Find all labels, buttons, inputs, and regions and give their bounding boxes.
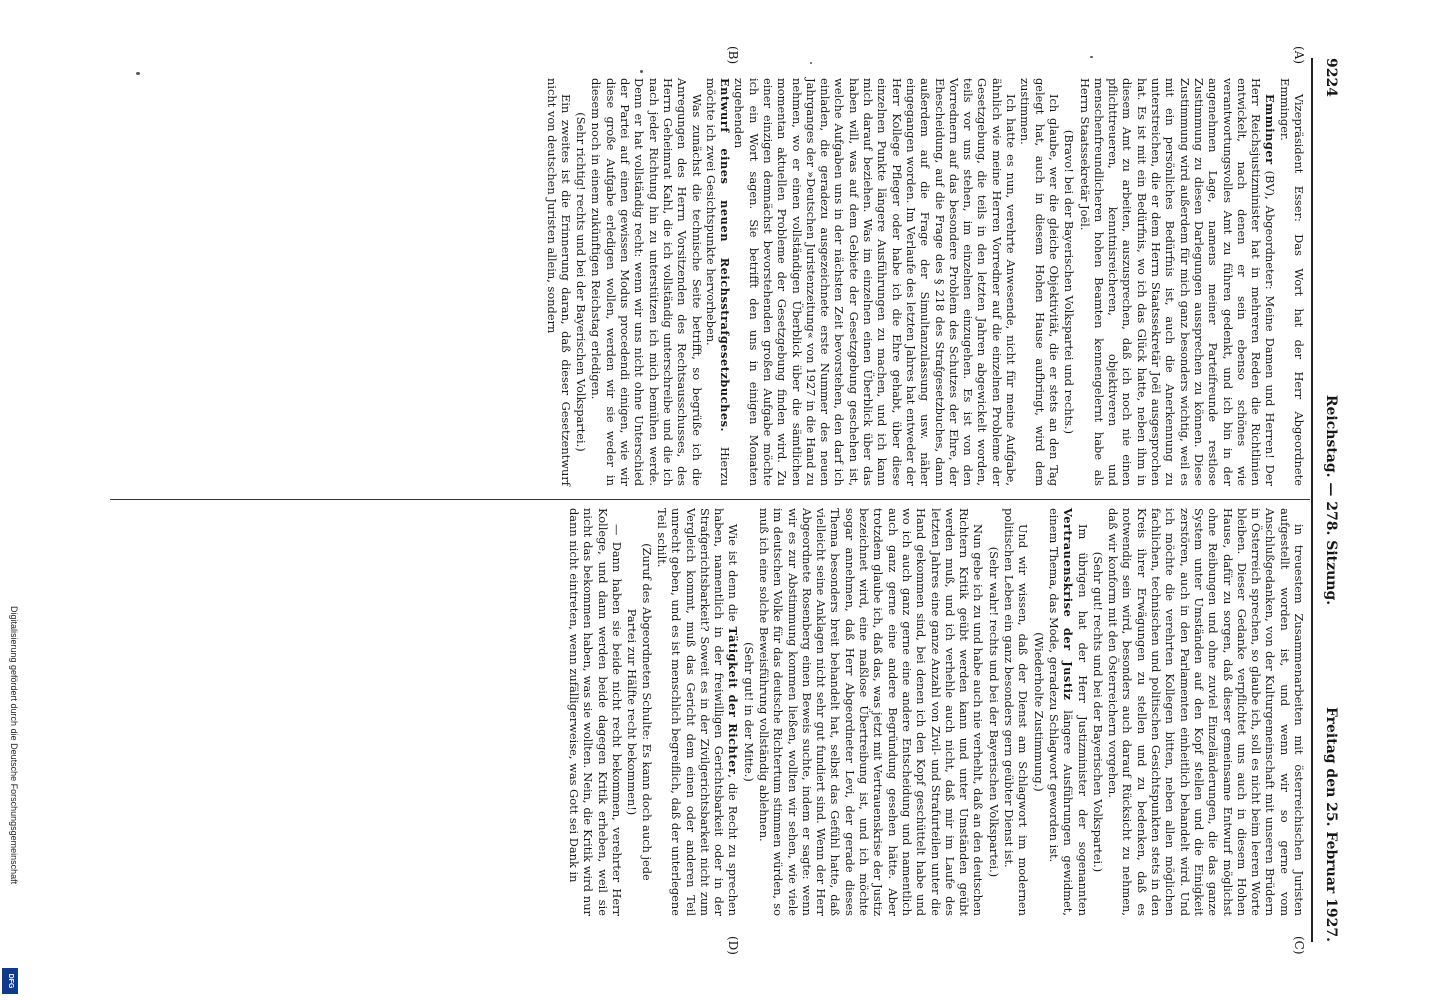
paragraph-text: Vizepräsident Esser: Das Wort hat der Herr Abgeordnete Emminger. <box>1277 78 1306 486</box>
digitization-credit-text: Digitalisierung gefördert durch die Deutsche Forschungsgemeinschaft <box>9 606 19 885</box>
digitization-credit-sidebar <box>0 0 22 1000</box>
paragraph-text: längere Ausführungen gewidmet, einem Thema, das Mode, geradezu Schlagwort geworden ist. <box>1046 508 1076 916</box>
page-header <box>1316 58 1340 942</box>
paragraph-text: Was zunächst die technische Seite betrifft, so begrüße ich die Anregungen des Herrn Vorsitzenden des Rechtsausschusses, des Herrn Geheimrat Kahl, die ich vollständig unterschreibe und die ich nach jeder Richtung hin zu unterstützen ich mich bemühen werde. Denn er hat vollständig recht: wenn wir uns nicht ohne Unterschied der Partei auf einen gewissen Modus procedendi einigen, wie wir diese große Aufgabe erledigen wollen, werden wir sie weder in diesem noch in einem zukünftigen Reichstag erledigen. <box>589 78 704 486</box>
right-column <box>567 508 1306 916</box>
paragraph <box>589 78 703 486</box>
stage-direction: (Sehr gut! rechts und bei der Bayerischen Volkspartei.) <box>1090 551 1105 873</box>
paragraph <box>1002 508 1031 916</box>
emphasized-term: Tätigkeit der Richter <box>726 626 741 775</box>
stage-direction: (Bravo! bei der Bayerischen Volkspartei und rechts.) <box>1062 129 1077 435</box>
margin-marker-b: (B) <box>726 46 740 65</box>
paragraph-text: Hierzu möchte ich zwei Gesichtspunkte hervorheben. <box>703 78 733 486</box>
column-divider <box>110 499 1310 500</box>
emphasized-term: Entwurf eines neuen Reichsstrafgesetzbuches. <box>718 78 733 433</box>
paragraph-text: Ein zweites ist die Erinnerung daran, daß dieser Gesetzentwurf nicht von deutschen Juristen allein, sondern <box>544 78 573 486</box>
stage-direction: (Zuruf des Abgeordneten Schulte: Es kann doch auch jede Partei zur Hälfte recht bekommen!) <box>625 543 654 881</box>
paragraph <box>757 508 986 916</box>
paragraph <box>544 78 573 486</box>
paragraph-text: Wie ist denn die <box>726 524 741 627</box>
paragraph <box>1277 78 1306 486</box>
paragraph-text: Im übrigen hat der Herr Justizminister der sogenannten <box>1075 524 1090 916</box>
emphasized-term: Vertrauenskrise der Justiz <box>1061 508 1076 701</box>
margin-marker-a: (A) <box>1292 46 1306 65</box>
paragraph <box>1047 508 1090 916</box>
paragraph-text: in treuestem Zusammenarbeiten mit österreichischen Juristen aufgestellt worden ist, und wenn wir so gerne vom Anschlußgedanken, von der Kulturgemeinschaft mit unseren Brüdern in Österreich sprechen, so glaube ich, soll es nicht beim leeren Worte bleiben. Dieser Gedanke verpflichtet uns auch in diesem Hohen Hause, dafür zu sorgen, daß dieser gemeinsame Entwurf möglichst ohne Reibungen und ohne zuviel Einzeländerungen, die das ganze System unter Umständen auf den Kopf stellen und die Einigkeit zerstören, auch in den Parlamenten einheitlich behandelt wird. Und ich möchte die verehrten Kollegen bitten, neben allen möglichen fachlichen, technischen und politischen Gesichtspunkten stets in den Kreis ihrer Erwägungen zu stellen und zu bedenken, daß es notwendig sein wird, besonders auch darauf Rücksicht zu nehmen, daß wir konform mit den Österreichern vorgehen. <box>1106 508 1306 916</box>
page-number: 9224 <box>1323 58 1339 97</box>
paragraph-text: Und wir wissen, daß der Dienst am Schlagwort im modernen politischen Leben ein ganz besonders gern geübter Dienst ist. <box>1002 508 1031 916</box>
stage-direction: (Sehr wahr! rechts und bei der Bayerischen Volkspartei.) <box>986 546 1001 878</box>
paragraph <box>1106 508 1306 916</box>
session-title: Reichstag. — 278. Sitzung. <box>1323 394 1339 606</box>
stage-direction: (Sehr richtig! rechts und bei der Bayerischen Volkspartei.) <box>574 112 589 452</box>
dfg-logo-icon: DFG <box>2 968 18 994</box>
left-column <box>544 78 1306 486</box>
margin-marker-d: (D) <box>726 936 740 955</box>
paragraph-text: — Dann haben sie beide nicht recht bekommen, verehrter Herr Kollege, und dann werden beide dagegen Kritik erheben, weil sie nicht das bekommen haben, was sie wollten. Nein, die Kritik wird nur dann nicht eintreten, wenn zufälligerweise, was Gott sei Dank in <box>567 508 625 916</box>
stage-direction: (Wiederholte Zustimmung.) <box>1031 632 1046 792</box>
paragraph-text: , die Recht zu sprechen haben, namentlich in der freiwilligen Gerichtsbarkeit oder in der Strafgerichtsbarkeit? Soweit es in der Zivilgerichtsbarkeit nicht zum Vergleich kommt, muß das Gericht dem einen oder anderen Teil unrecht geben, und es ist menschlich begreiflich, daß der unterlegene Teil schilt. <box>654 508 741 916</box>
session-date: Freitag den 25. Februar 1927. <box>1323 706 1339 942</box>
header-rule <box>1311 58 1313 942</box>
paragraph <box>704 78 733 486</box>
paragraph <box>567 508 624 916</box>
paragraph <box>1077 78 1277 486</box>
paragraph <box>732 78 1018 486</box>
paragraph <box>1018 78 1061 486</box>
emphasized-term: Emminger <box>1263 94 1278 165</box>
paragraph-text: Ich glaube, wer die gleiche Objektivität, die er stets an den Tag gelegt hat, auch in diesem Hohen Hause aufbringt, wird dem zustimmen. <box>1018 78 1061 486</box>
paragraph <box>655 508 741 916</box>
paragraph-text: Nun gebe ich zu und habe auch nie verhehlt, daß an den deutschen Richtern Kritik geübt werden kann und unter Umständen geübt werden muß, und ich verhehle auch nicht, daß mir im Laufe des letzten Jahres eine ganze Anzahl von Zivil- und Strafurteilen unter die Hand gekommen sind, bei denen ich den Kopf geschüttelt habe und wo ich auch ganz gerne eine andere Entscheidung und namentlich auch ganz gerne eine andere Begründung gesehen hätte. Aber trotzdem glaube ich, daß das, was jetzt mit Vertrauenskrise der Justiz bezeichnet wird, eine maßlose Übertreibung ist, und ich möchte sogar annehmen, daß Herr Abgeordneter Levi, der gerade dieses Thema besonders breit behandelt hat, selbst das Gefühl hatte, daß vielleicht seine Anklagen nicht sehr gut fundiert sind. Wenn der Herr Abgeordnete Rosenberg einen Beweis suchte, indem er sagte: wenn wir es zur Abstimmung kommen ließen, wollten wir sehen, wie viele im deutschen Volke für das deutsche Richtertum stimmen würden, so muß ich eine solche Beweisführung vollständig ablehnen. <box>757 508 986 916</box>
document-page <box>100 30 1340 970</box>
paragraph-text: Ich hatte es nun, verehrte Anwesende, nicht für meine Aufgabe, ähnlich wie meine Herren Vorredner auf die einzelnen Probleme der Gesetzgebung, die teils in den letzten Jahren abgewickelt worden, teils vor uns stehen, im einzelnen einzugehen. Es ist von den Vorrednern auf das besondere Problem des Schutzes der Ehre, der Ehescheidung, auf die Frage des § 218 des Strafgesetzbuches, dann außerdem auf die Frage der Simultanzulassung usw. näher eingegangen worden. Im Verlaufe des letzten Jahres hat entweder der Herr Kollege Pfleger oder habe ich die Ehre gehabt, über diese einzelnen Punkte längere Ausführungen zu machen, und ich kann mich darauf beziehen. Was im einzelnen einen Überblick über das haben will, was auf dem Gebiete der Gesetzgebung geschehen ist, welche Aufgaben uns in der nächsten Zeit bevorstehen, den darf ich einladen, die geradezu ausgezeichnete erste Nummer des neuen Jahrganges der »Deutschen Juristenzeitung« von 1927 in die Hand zu nehmen, wo er einen vollständigen Überblick über die sämtlichen momentan aktuellen Probleme der Gesetzgebung finden wird. Zu einer einzigen demnächst bevorstehenden großen Aufgabe möchte ich ein Wort sagen. Sie betrifft den uns in einigen Monaten zugehenden <box>732 78 1019 486</box>
paragraph-text: (BV), Abgeordneter: Meine Damen und Herren! Der Herr Reichsjustizminister hat in mehreren Reden die Richtlinien entwickelt, nach denen er sein ebenso schönes wie verantwortungsvolles Amt zu führen gedenkt, und ich bin in der angenehmen Lage, namens meiner Parteifreunde restlose Zustimmung zu diesen Darlegungen aussprechen zu können. Diese Zustimmung wird außerdem für mich ganz besonders wichtig, weil es mit ein persönliches Bedürfnis ist, auch die Anerkennung zu unterstreichen, die er dem Herrn Staatssekretär Joël ausgesprochen hat. Es ist mit ein Bedürfnis, wo ich das Glück hatte, neben ihm in diesem Amt zu arbeiten, auszusprechen, daß ich noch nie einen pflichttreueren, kenntnisreicheren, objektiveren und menschenfreundlicheren hohen Beamten kennengelernt habe als Herrn Staatssekretär Joël. <box>1077 78 1278 486</box>
stage-direction: (Sehr gut! in der Mitte.) <box>741 642 756 782</box>
margin-marker-c: (C) <box>1292 936 1306 955</box>
